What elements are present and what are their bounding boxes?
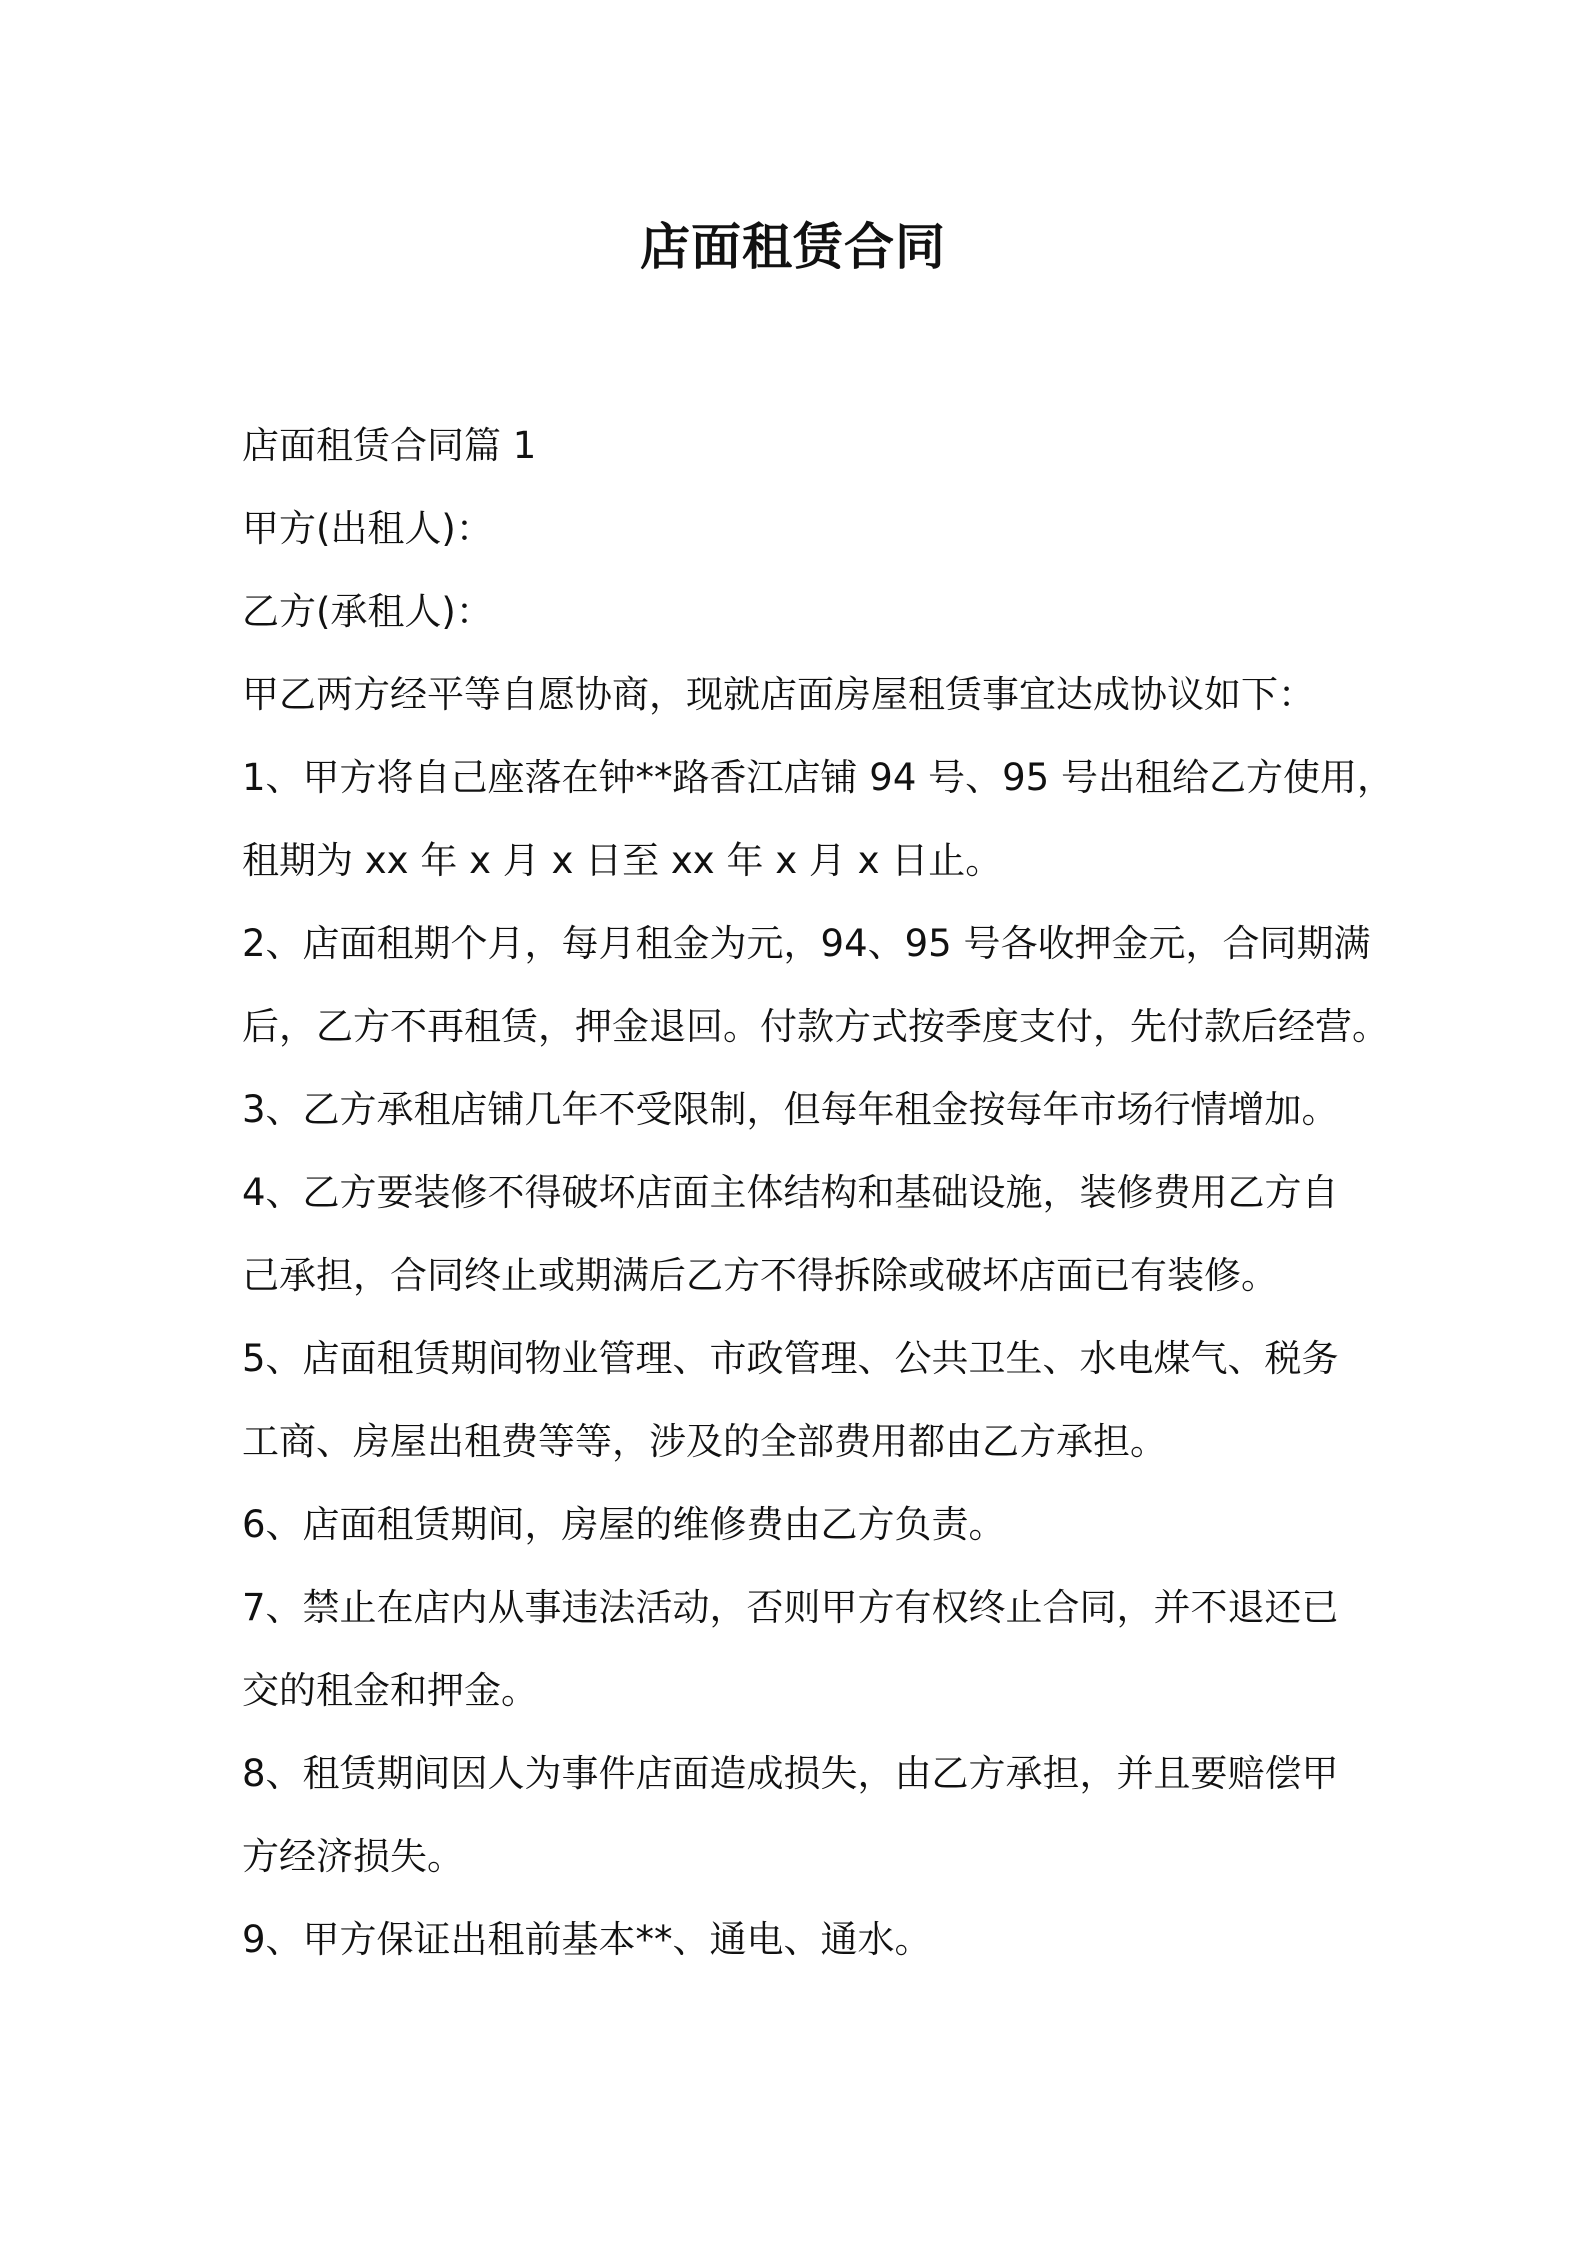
clause-line: 4、乙方要装修不得破坏店面主体结构和基础设施，装修费用乙方自 (242, 1171, 1339, 1214)
clause-3 (242, 1068, 1362, 1151)
section-heading: 店面租赁合同篇 1 (242, 424, 537, 467)
party-b-label: 乙方(承租人)： (242, 590, 493, 633)
clause-line: 2、店面租期个月，每月租金为元，94、95 号各收押金元，合同期满 (242, 922, 1371, 965)
clause-line: 方经济损失。 (242, 1835, 464, 1878)
document-body (242, 404, 1394, 1981)
clause-5 (242, 1317, 1362, 1483)
clause-line: 后，乙方不再租赁，押金退回。付款方式按季度支付，先付款后经营。 (242, 1005, 1389, 1048)
clause-7 (242, 1566, 1362, 1732)
clause-line: 工商、房屋出租费等等，涉及的全部费用都由乙方承担。 (242, 1420, 1167, 1463)
clause-line: 己承担，合同终止或期满后乙方不得拆除或破坏店面已有装修。 (242, 1254, 1278, 1297)
clause-6 (242, 1483, 1362, 1566)
clause-line: 租期为 xx 年 x 月 x 日至 xx 年 x 月 x 日止。 (242, 839, 1003, 882)
clause-line: 5、店面租赁期间物业管理、市政管理、公共卫生、水电煤气、税务 (242, 1337, 1339, 1380)
clause-4 (242, 1151, 1362, 1317)
clause-line: 3、乙方承租店铺几年不受限制，但每年租金按每年市场行情增加。 (242, 1088, 1339, 1131)
intro-paragraph: 甲乙两方经平等自愿协商，现就店面房屋租赁事宜达成协议如下： (242, 673, 1315, 716)
clause-line: 6、店面租赁期间，房屋的维修费由乙方负责。 (242, 1503, 1006, 1546)
clause-2 (242, 902, 1389, 1068)
clause-8 (242, 1732, 1362, 1898)
clause-line: 7、禁止在店内从事违法活动，否则甲方有权终止合同，并不退还已 (242, 1586, 1339, 1629)
clause-line: 9、甲方保证出租前基本**、通电、通水。 (242, 1918, 932, 1961)
clause-9 (242, 1898, 1362, 1981)
clause-line: 8、租赁期间因人为事件店面造成损失，由乙方承担，并且要赔偿甲 (242, 1752, 1339, 1795)
clause-1 (242, 736, 1394, 902)
clause-line: 交的租金和押金。 (242, 1669, 538, 1712)
party-a-label: 甲方(出租人)： (242, 507, 493, 550)
clause-line: 1、甲方将自己座落在钟**路香江店铺 94 号、95 号出租给乙方使用， (242, 756, 1394, 799)
document-title: 店面租赁合同 (640, 218, 946, 276)
